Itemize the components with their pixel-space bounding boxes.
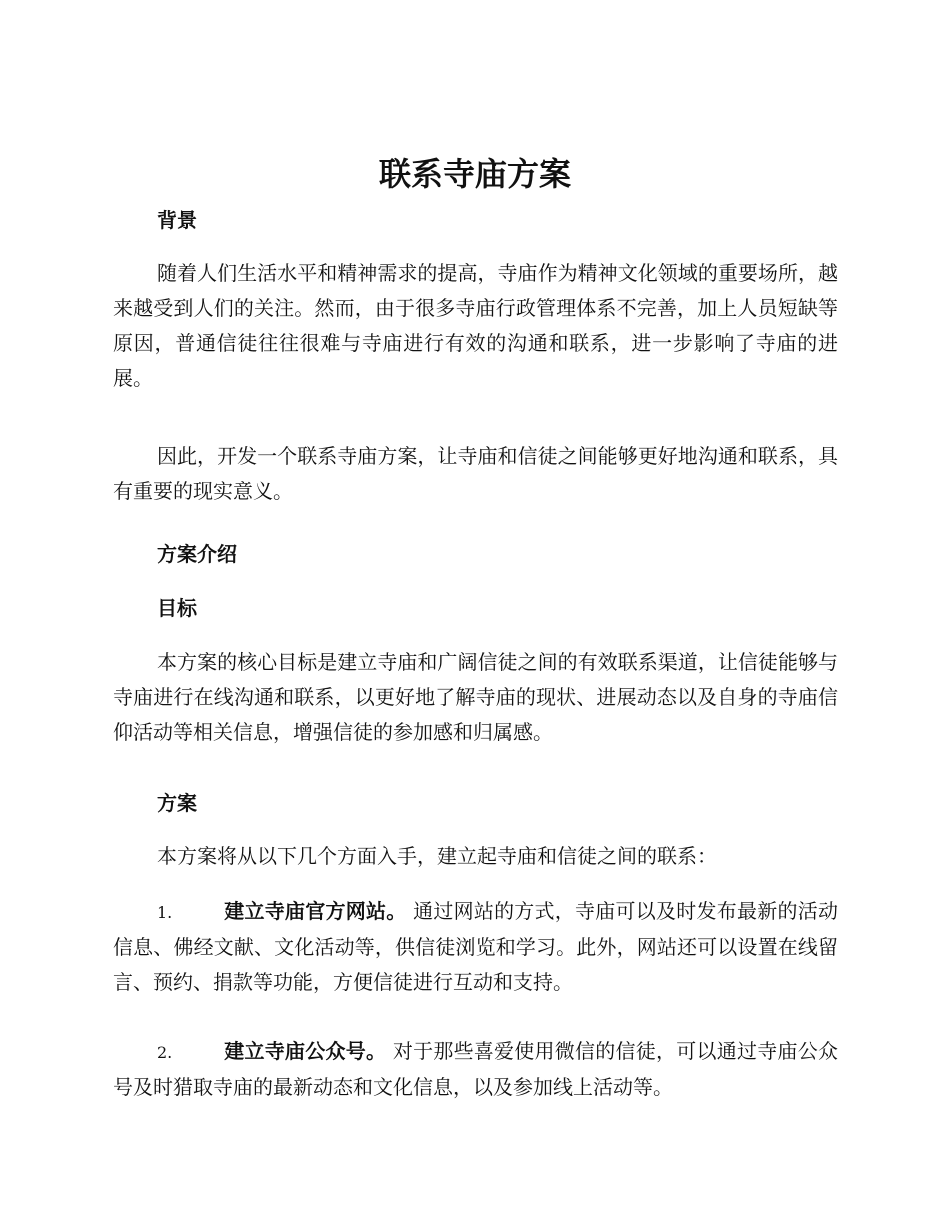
list-lead: 建立寺庙公众号。 <box>224 1039 387 1063</box>
heading-plan-intro: 方案介绍 <box>157 542 237 566</box>
paragraph-plan: 本方案将从以下几个方面入手，建立起寺庙和信徒之间的联系： <box>157 844 717 868</box>
list-number: 2. <box>157 1043 173 1062</box>
list-lead: 建立寺庙官方网站。 <box>224 899 407 923</box>
heading-plan: 方案 <box>157 791 197 815</box>
list-text: 通过网站的方式，寺庙可以及时发布最新的活动信息、佛经文献、文化活动等，供信徒浏览和学习。此外，网站还可以设置在线留言、预约、捐款等功能，方便信徒进行互动和支持。 <box>113 899 839 994</box>
paragraph-goal: 本方案的核心目标是建立寺庙和广阔信徒之间的有效联系渠道，让信徒能够与寺庙进行在线沟通和联系，以更好地了解寺庙的现状、进展动态以及自身的寺庙信仰活动等相关信息，增强信徒的参加感和归属感。 <box>113 650 838 744</box>
paragraph-background-1: 随着人们生活水平和精神需求的提高，寺庙作为精神文化领域的重要场所，越来越受到人们的关注。然而，由于很多寺庙行政管理体系不完善，加上人员短缺等原因，普通信徒往往很难与寺庙进行有效的沟通和联系，进一步影响了寺庙的进展。 <box>113 261 838 390</box>
list-item-2 <box>113 1034 838 1105</box>
paragraph-background-2: 因此，开发一个联系寺庙方案，让寺庙和信徒之间能够更好地沟通和联系，具有重要的现实意义。 <box>113 444 838 503</box>
heading-goal: 目标 <box>157 596 197 620</box>
list-number: 1. <box>157 903 173 922</box>
list-item-1 <box>113 894 838 1000</box>
list-text: 对于那些喜爱使用微信的信徒，可以通过寺庙公众号及时猎取寺庙的最新动态和文化信息，以及参加线上活动等。 <box>113 1039 839 1099</box>
page-title: 联系寺庙方案 <box>378 155 571 193</box>
heading-background: 背景 <box>157 208 197 232</box>
